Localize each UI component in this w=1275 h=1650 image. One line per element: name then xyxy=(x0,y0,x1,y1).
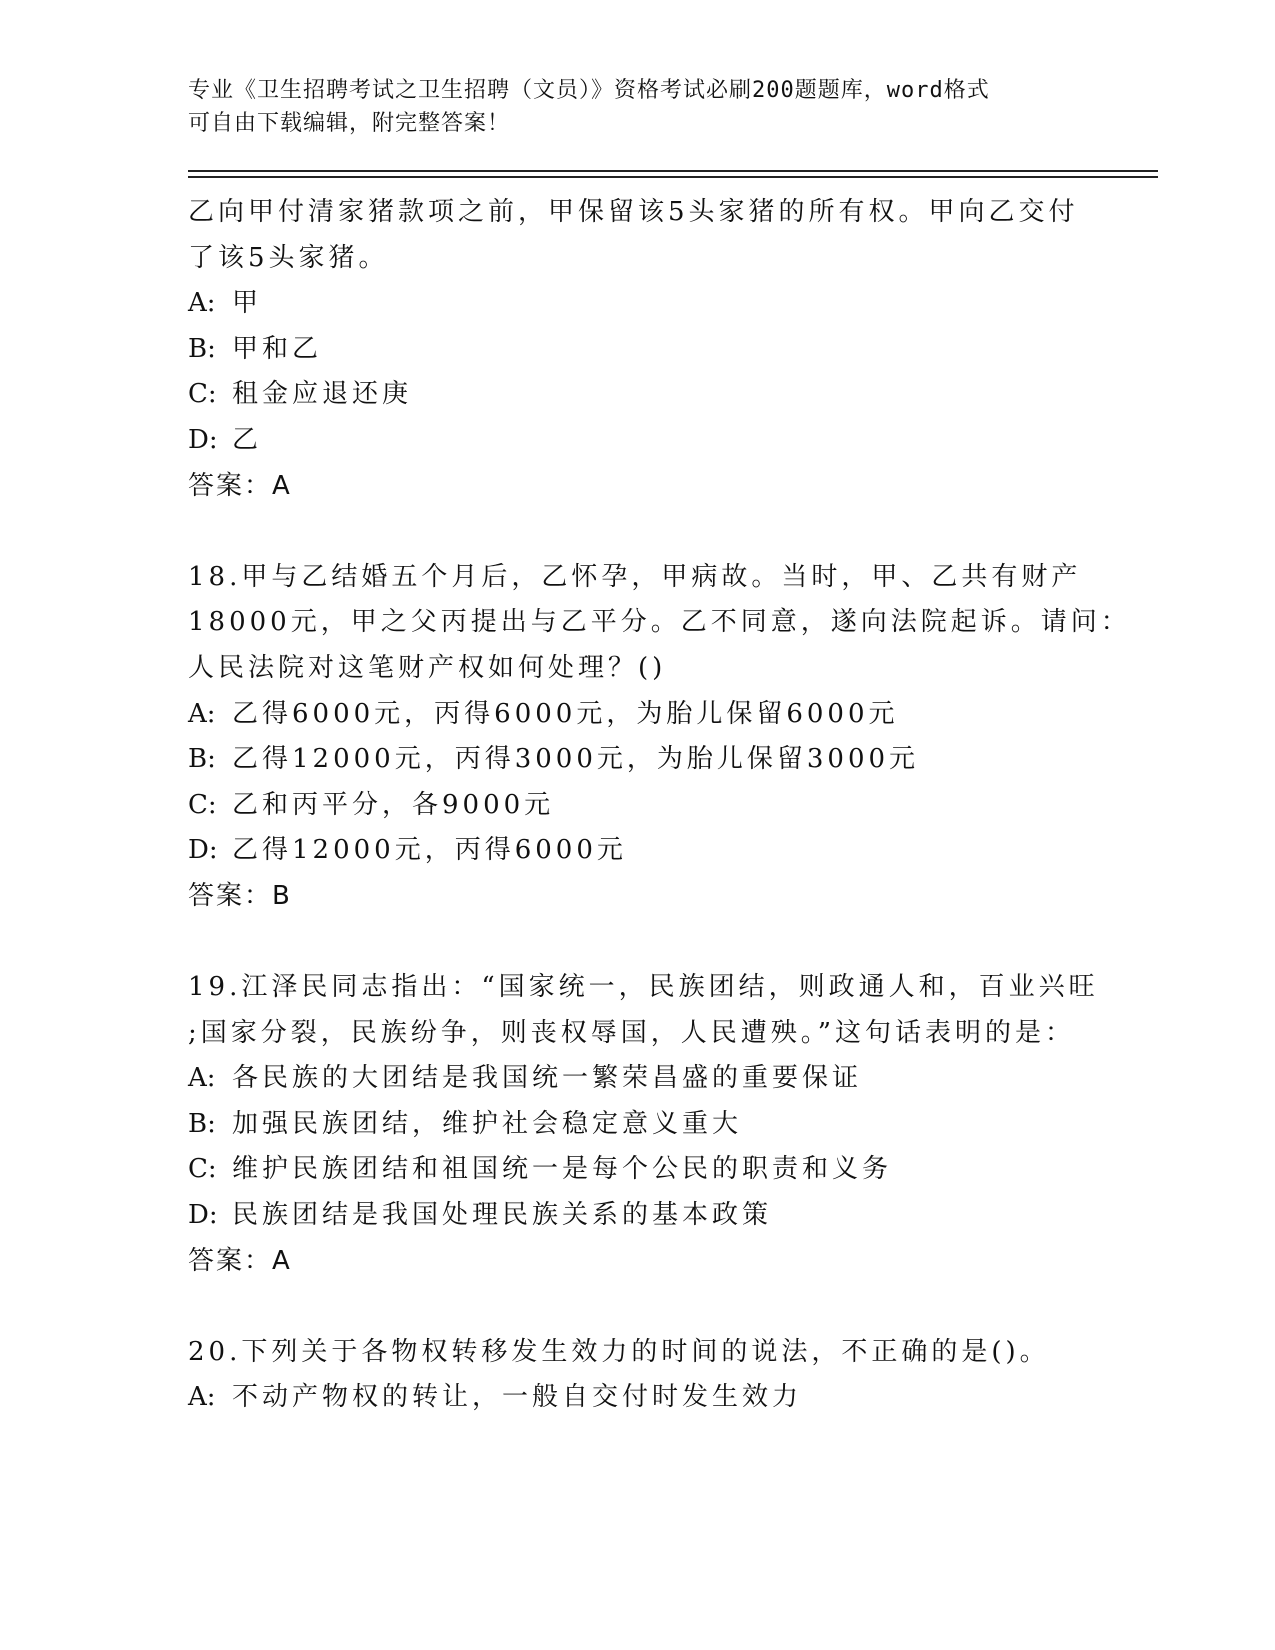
header-rule-top xyxy=(188,170,1158,172)
option-b xyxy=(188,327,1128,373)
question-stem-line: 人民法院对这笔财产权如何处理？() xyxy=(188,652,667,683)
question-stem-line: 18000元，甲之父丙提出与乙平分。乙不同意，遂向法院起诉。请问： xyxy=(188,607,1131,638)
answer-line: 答案：B xyxy=(188,880,292,911)
option-d xyxy=(188,418,1128,464)
question-19 xyxy=(188,965,1128,1284)
header-line-1: 专业《卫生招聘考试之卫生招聘（文员）》资格考试必刷200题题库，word格式 xyxy=(188,78,990,103)
answer-line: 答案：A xyxy=(188,470,292,501)
option-key: D: xyxy=(188,835,218,866)
option-key: C: xyxy=(188,789,217,820)
option-key: A: xyxy=(188,288,216,319)
option-text: 甲 xyxy=(232,288,263,319)
header-line-2: 可自由下载编辑，附完整答案！ xyxy=(188,111,511,136)
option-text: 乙得12000元，丙得6000元 xyxy=(232,835,627,866)
answer-line: 答案：A xyxy=(188,1245,292,1276)
option-key: C: xyxy=(188,1154,217,1185)
option-d xyxy=(188,828,1128,874)
option-key: B: xyxy=(188,744,216,775)
option-text: 乙和丙平分，各9000元 xyxy=(232,789,555,820)
option-a xyxy=(188,281,1128,327)
option-text: 甲和乙 xyxy=(232,333,323,364)
option-b xyxy=(188,1102,1128,1148)
option-key: C: xyxy=(188,379,217,410)
option-c xyxy=(188,1147,1128,1193)
question-stem-line: 20.下列关于各物权转移发生效力的时间的说法，不正确的是()。 xyxy=(188,1336,1050,1367)
question-stem-line: 18.甲与乙结婚五个月后，乙怀孕，甲病故。当时，甲、乙共有财产 xyxy=(188,561,1082,592)
question-stem-line: 乙向甲付清家猪款项之前，甲保留该5头家猪的所有权。甲向乙交付 xyxy=(188,197,1079,227)
question-stem-line: 19.江泽民同志指出：“国家统一，民族团结，则政通人和，百业兴旺 xyxy=(188,972,1099,1003)
option-text: 乙 xyxy=(232,424,263,455)
spacer xyxy=(188,1284,1128,1330)
option-text: 维护民族团结和祖国统一是每个公民的职责和义务 xyxy=(232,1154,893,1185)
option-text: 不动产物权的转让，一般自交付时发生效力 xyxy=(232,1382,803,1413)
spacer xyxy=(188,509,1128,555)
option-key: A: xyxy=(188,698,216,729)
question-17 xyxy=(188,190,1128,509)
option-c xyxy=(188,783,1128,829)
spacer xyxy=(188,920,1128,966)
question-list xyxy=(188,190,1131,1421)
option-a xyxy=(188,1056,1128,1102)
option-key: D: xyxy=(188,424,218,455)
option-c xyxy=(188,372,1128,418)
header-rule-bottom xyxy=(188,176,1158,178)
option-text: 乙得12000元，丙得3000元，为胎儿保留3000元 xyxy=(232,744,920,775)
option-text: 各民族的大团结是我国统一繁荣昌盛的重要保证 xyxy=(232,1063,863,1094)
option-a xyxy=(188,1375,1128,1421)
option-a xyxy=(188,692,1128,738)
option-key: B: xyxy=(188,333,216,364)
option-text: 租金应退还庚 xyxy=(232,379,413,410)
option-d xyxy=(188,1193,1128,1239)
question-18 xyxy=(188,555,1131,920)
question-20 xyxy=(188,1330,1128,1421)
option-text: 加强民族团结，维护社会稳定意义重大 xyxy=(232,1108,743,1139)
option-key: B: xyxy=(188,1108,216,1139)
question-stem-line: 了该5头家猪。 xyxy=(188,242,389,273)
question-stem-line: ;国家分裂，民族纷争，则丧权辱国，人民遭殃。”这句话表明的是： xyxy=(188,1017,1076,1048)
option-text: 民族团结是我国处理民族关系的基本政策 xyxy=(232,1200,773,1231)
option-b xyxy=(188,737,1128,783)
document-header xyxy=(188,74,1088,140)
option-key: D: xyxy=(188,1200,218,1231)
option-key: A: xyxy=(188,1063,216,1094)
option-key: A: xyxy=(188,1382,216,1413)
option-text: 乙得6000元，丙得6000元，为胎儿保留6000元 xyxy=(232,698,899,729)
